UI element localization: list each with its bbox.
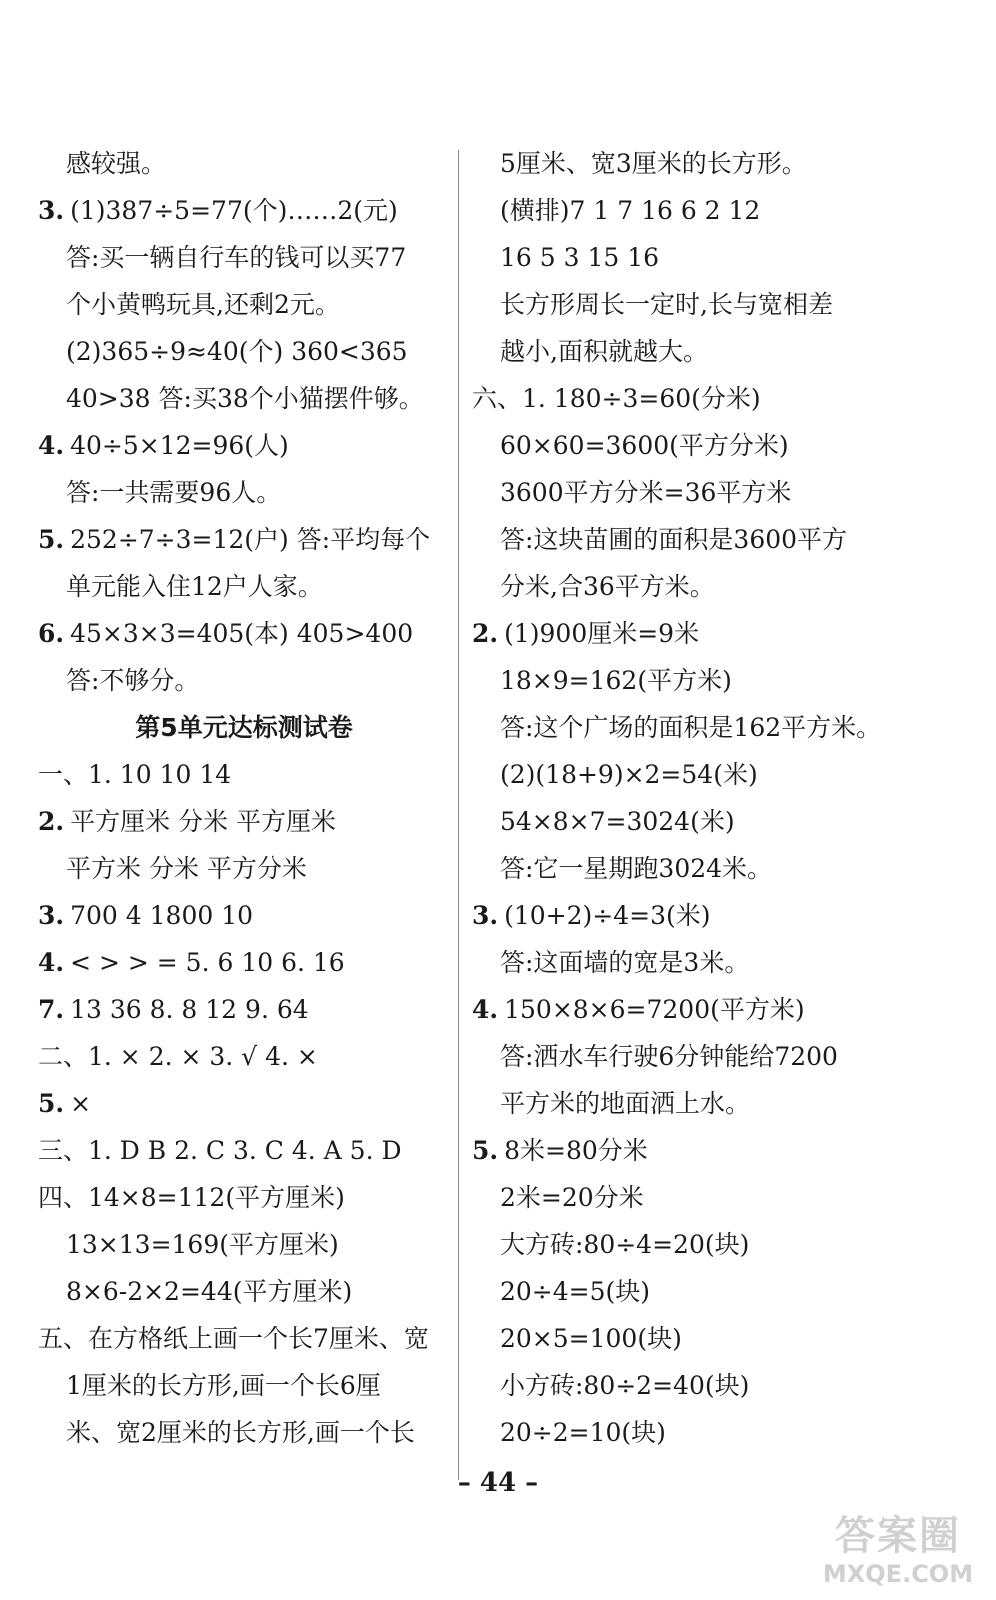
answer-text: 5厘米、宽3厘米的长方形。: [500, 149, 807, 178]
answer-text: 一、1. 10 10 14: [38, 760, 232, 789]
answer-text: 答:洒水车行驶6分钟能给7200: [500, 1042, 838, 1071]
column-divider: [458, 150, 459, 1480]
watermark-sub: MXQE.COM: [822, 1560, 974, 1588]
answer-line: [472, 798, 972, 845]
answer-text: 长方形周长一定时,长与宽相差: [500, 290, 833, 319]
right-column: [472, 140, 972, 1456]
answer-line: [472, 1221, 972, 1268]
answer-text: 16 5 3 15 16: [500, 243, 660, 272]
answer-text: 个小黄鸭玩具,还剩2元。: [66, 290, 340, 319]
answer-line: [472, 1033, 972, 1080]
answer-text: 答:买一辆自行车的钱可以买77: [66, 243, 407, 272]
question-number: 4.: [472, 995, 499, 1024]
answer-line: [472, 1409, 972, 1456]
answer-text: 五、在方格纸上画一个长7厘米、宽: [38, 1324, 429, 1353]
answer-line: [472, 1268, 972, 1315]
question-number: 3.: [38, 901, 65, 930]
answer-line: [472, 751, 972, 798]
question-number: 3.: [38, 196, 65, 225]
answer-text: 平方厘米 分米 平方厘米: [70, 807, 337, 836]
answer-line: [38, 328, 450, 375]
answer-line: [472, 422, 972, 469]
answer-line: [38, 1174, 450, 1221]
answer-text: 小方砖:80÷2=40(块): [500, 1371, 750, 1400]
answer-line: [472, 1362, 972, 1409]
answer-line: [472, 328, 972, 375]
answer-line: [472, 234, 972, 281]
answer-line: [38, 187, 450, 234]
answer-line: [38, 281, 450, 328]
answer-line: [38, 1315, 450, 1362]
answer-line: [38, 986, 450, 1033]
answer-text: 答:它一星期跑3024米。: [500, 854, 773, 883]
answer-text: (1)900厘米=9米: [504, 619, 700, 648]
answer-text: 越小,面积就越大。: [500, 337, 708, 366]
answer-line: [472, 657, 972, 704]
answer-text: 20÷4=5(块): [500, 1277, 651, 1306]
answer-text: (横排)7 1 7 16 6 2 12: [500, 196, 761, 225]
answer-text: 分米,合36平方米。: [500, 572, 715, 601]
answer-text: 答:不够分。: [66, 666, 200, 695]
answer-line: [472, 1127, 972, 1174]
answer-line: [38, 845, 450, 892]
question-number: 5.: [472, 1136, 499, 1165]
answer-line: [472, 281, 972, 328]
answer-text: 8×6-2×2=44(平方厘米): [66, 1277, 353, 1306]
answer-text: 平方米的地面洒上水。: [500, 1089, 751, 1118]
answer-line: [38, 657, 450, 704]
answer-text: 700 4 1800 10: [70, 901, 254, 930]
answer-line: [38, 1127, 450, 1174]
answer-text: 答:这块苗圃的面积是3600平方: [500, 525, 848, 554]
answer-text: 感较强。: [66, 149, 167, 178]
answer-line: [472, 375, 972, 422]
question-number: 4.: [38, 948, 65, 977]
answer-text: 8米=80分米: [504, 1136, 648, 1165]
answer-text: 大方砖:80÷4=20(块): [500, 1230, 750, 1259]
answer-line: [38, 610, 450, 657]
answer-line: [472, 469, 972, 516]
answer-line: [472, 986, 972, 1033]
answer-text: 20×5=100(块): [500, 1324, 682, 1353]
answer-text: 13 36 8. 8 12 9. 64: [70, 995, 309, 1024]
answer-line: [38, 1221, 450, 1268]
answer-line: [472, 892, 972, 939]
answer-text: 40÷5×12=96(人): [70, 431, 289, 460]
answer-line: [472, 516, 972, 563]
answer-text: 60×60=3600(平方分米): [500, 431, 789, 460]
answer-line: [38, 1362, 450, 1409]
answer-line: [472, 563, 972, 610]
answer-text: 单元能入住12户人家。: [66, 572, 323, 601]
answer-line: [472, 187, 972, 234]
question-number: 2.: [472, 619, 499, 648]
question-number: 5.: [38, 525, 65, 554]
answer-text: 13×13=169(平方厘米): [66, 1230, 339, 1259]
answer-text: 150×8×6=7200(平方米): [504, 995, 805, 1024]
answer-line: [38, 140, 450, 187]
answer-line: [472, 610, 972, 657]
answer-line: [38, 563, 450, 610]
answer-text: 20÷2=10(块): [500, 1418, 666, 1447]
answer-line: [38, 422, 450, 469]
answer-line: [472, 704, 972, 751]
answer-line: [472, 140, 972, 187]
answer-text: 平方米 分米 平方分米: [66, 854, 307, 883]
answer-text: 答:这面墙的宽是3米。: [500, 948, 750, 977]
section-title: 第5单元达标测试卷: [135, 713, 353, 742]
answer-text: < > > = 5. 6 10 6. 16: [70, 948, 345, 977]
answer-line: [38, 469, 450, 516]
answer-line: [38, 1409, 450, 1456]
answer-line: [38, 516, 450, 563]
answer-text: 答:一共需要96人。: [66, 478, 282, 507]
answer-text: 252÷7÷3=12(户) 答:平均每个: [70, 525, 431, 554]
page-number: – 44 –: [457, 1468, 539, 1498]
answer-text: 六、1. 180÷3=60(分米): [472, 384, 761, 413]
question-number: 4.: [38, 431, 65, 460]
question-number: 7.: [38, 995, 65, 1024]
watermark-main: 答案圈: [835, 1513, 961, 1559]
answer-text: 54×8×7=3024(米): [500, 807, 735, 836]
question-number: 2.: [38, 807, 65, 836]
answer-text: 三、1. D B 2. C 3. C 4. A 5. D: [38, 1136, 402, 1165]
answer-line: [38, 1033, 450, 1080]
answer-line: [472, 1315, 972, 1362]
answer-line: [38, 375, 450, 422]
answer-text: 米、宽2厘米的长方形,画一个长: [66, 1418, 415, 1447]
answer-line: [472, 845, 972, 892]
answer-text: (10+2)÷4=3(米): [504, 901, 711, 930]
answer-text: 2米=20分米: [500, 1183, 644, 1212]
question-number: 6.: [38, 619, 65, 648]
answer-line: [38, 939, 450, 986]
answer-text: 二、1. × 2. × 3. √ 4. ×: [38, 1042, 318, 1071]
answer-line: [38, 1080, 450, 1127]
answer-line: [38, 892, 450, 939]
answer-line: [38, 234, 450, 281]
answer-text: 四、14×8=112(平方厘米): [38, 1183, 345, 1212]
answer-line: [472, 939, 972, 986]
answer-line: [472, 1174, 972, 1221]
answer-text: (1)387÷5=77(个)……2(元): [70, 196, 398, 225]
answer-text: 1厘米的长方形,画一个长6厘: [66, 1371, 381, 1400]
answer-text: 答:这个广场的面积是162平方米。: [500, 713, 882, 742]
answer-text: 18×9=162(平方米): [500, 666, 732, 695]
answer-text: ×: [70, 1089, 92, 1118]
answer-line: [38, 1268, 450, 1315]
answer-line: [472, 1080, 972, 1127]
question-number: 5.: [38, 1089, 65, 1118]
answer-text: 45×3×3=405(本) 405>400: [70, 619, 414, 648]
answer-text: (2)(18+9)×2=54(米): [500, 760, 758, 789]
answer-line: [38, 798, 450, 845]
answer-text: 3600平方分米=36平方米: [500, 478, 792, 507]
question-number: 3.: [472, 901, 499, 930]
answer-line: [38, 751, 450, 798]
answer-text: 40>38 答:买38个小猫摆件够。: [66, 384, 424, 413]
left-column: [38, 140, 450, 1456]
watermark-logo: [808, 1512, 988, 1594]
answer-text: (2)365÷9≈40(个) 360<365: [66, 337, 408, 366]
